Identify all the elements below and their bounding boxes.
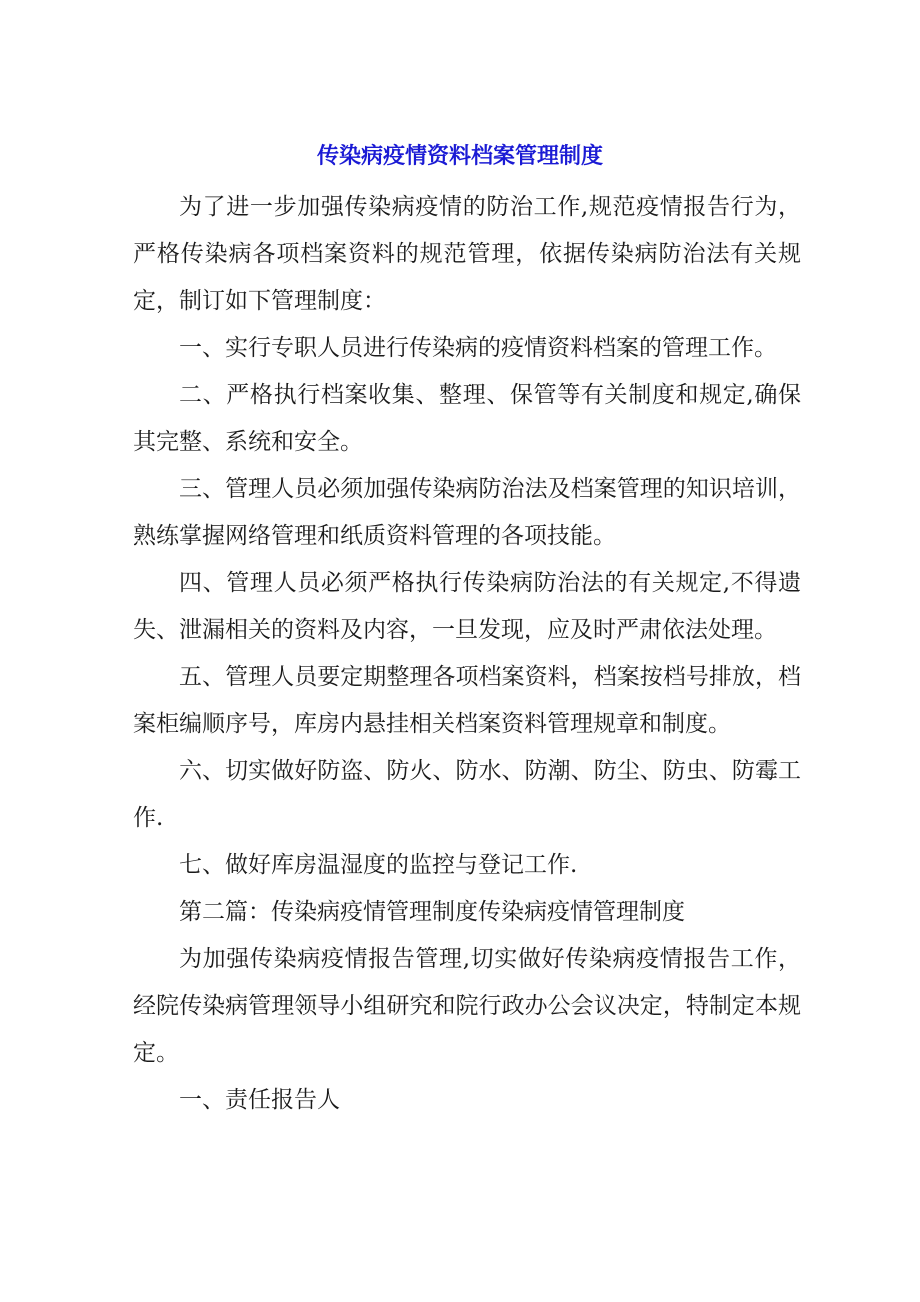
- paragraph-item-6: 六、切实做好防盗、防火、防水、防潮、防尘、防虫、防霉工作.: [133, 758, 801, 831]
- paragraph-item-3: 三、管理人员必须加强传染病防治法及档案管理的知识培训，熟练掌握网络管理和纸质资料管理的各项技能。: [133, 476, 801, 549]
- paragraph-item-7: 七、做好库房温湿度的监控与登记工作.: [179, 852, 578, 878]
- paragraph-item-4: 四、管理人员必须严格执行传染病防治法的有关规定,不得遗失、泄漏相关的资料及内容，一旦发现，应及时严肃依法处理。: [133, 570, 801, 643]
- paragraph-intro: 为了进一步加强传染病疫情的防治工作,规范疫情报告行为，严格传染病各项档案资料的规范管理，依据传染病防治法有关规定，制订如下管理制度：: [133, 194, 801, 314]
- paragraph-item-1: 一、实行专职人员进行传染病的疫情资料档案的管理工作。: [179, 335, 777, 361]
- document-title: 传染病疫情资料档案管理制度: [316, 144, 603, 169]
- paragraph-item-5: 五、管理人员要定期整理各项档案资料，档案按档号排放，档案柜编顺序号，库房内悬挂相关档案资料管理规章和制度。: [133, 664, 801, 737]
- paragraph-section-intro: 为加强传染病疫情报告管理,切实做好传染病疫情报告工作，经院传染病管理领导小组研究和院行政办公会议决定，特制定本规定。: [133, 946, 801, 1066]
- paragraph-subheading: 一、责任报告人: [179, 1087, 340, 1113]
- paragraph-item-2: 二、严格执行档案收集、整理、保管等有关制度和规定,确保其完整、系统和安全。: [133, 382, 801, 455]
- document-body: [133, 184, 801, 1124]
- paragraph-section-heading: 第二篇：传染病疫情管理制度传染病疫情管理制度: [179, 899, 685, 925]
